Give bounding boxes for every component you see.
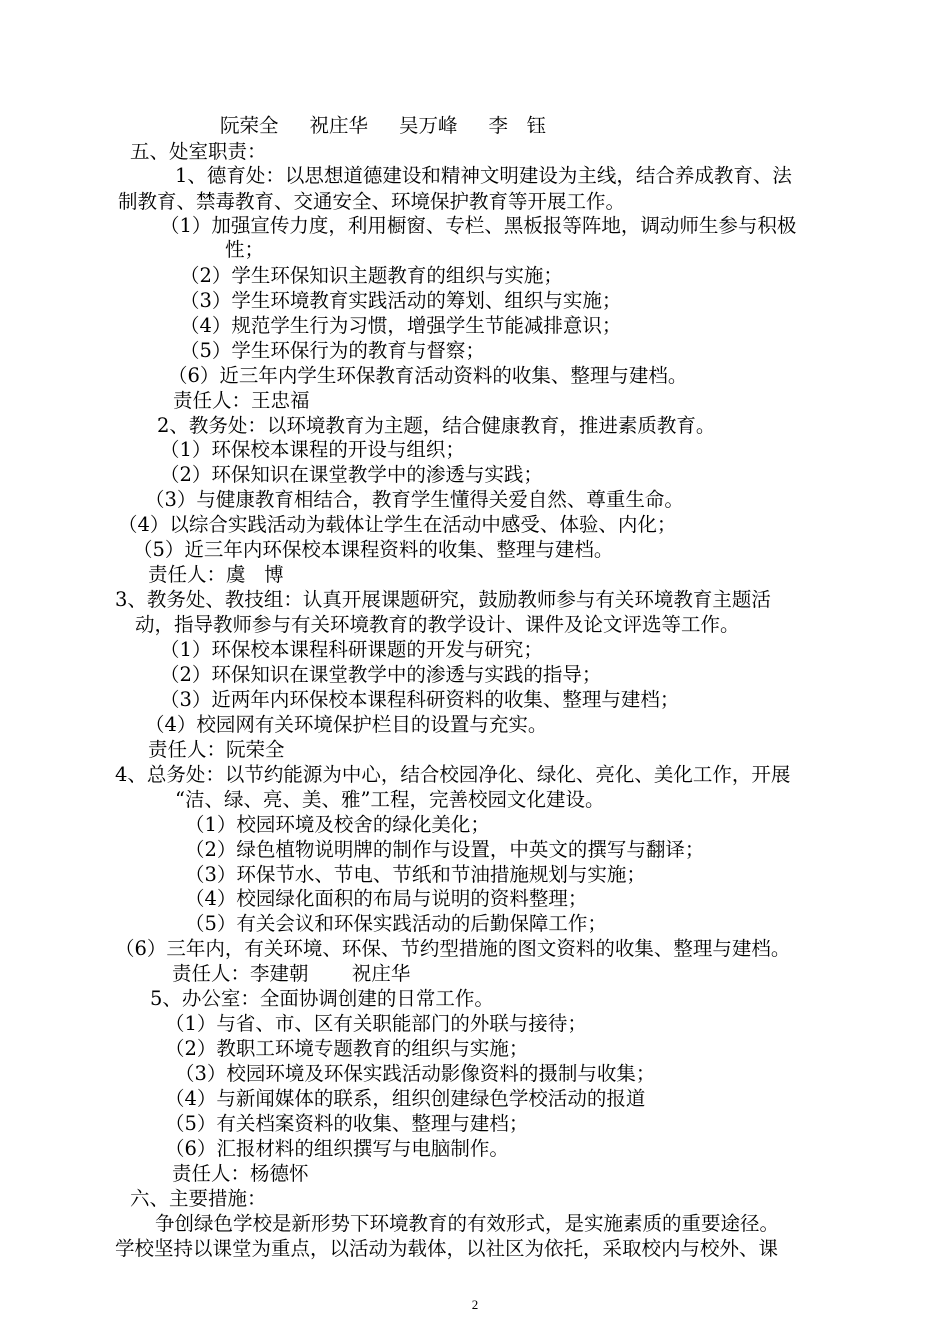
text-line: （4）规范学生行为习惯，增强学生节能减排意识；: [180, 314, 622, 337]
text-line: 性；: [225, 238, 265, 261]
section-heading: 五、处室职责：: [130, 140, 267, 163]
text-line: （2）学生环保知识主题教育的组织与实施；: [180, 264, 563, 287]
text-line: 责任人：杨德怀: [172, 1162, 309, 1185]
text-line: （2）教职工环境专题教育的组织与实施；: [165, 1037, 529, 1060]
text-line: “洁、绿、亮、美、雅”工程，完善校园文化建设。: [175, 788, 605, 811]
text-line: （3）环保节水、节电、节纸和节油措施规划与实施；: [185, 863, 646, 886]
text-line: （4）以综合实践活动为载体让学生在活动中感受、体验、内化；: [118, 513, 677, 536]
text-line: （2）环保知识在课堂教学中的渗透与实践的指导；: [160, 663, 602, 686]
text-line: 1、德育处：以思想道德建设和精神文明建设为主线，结合养成教育、法: [175, 164, 792, 187]
text-line: 责任人：李建朝 祝庄华: [172, 962, 411, 985]
text-line: （3）学生环境教育实践活动的筹划、组织与实施；: [180, 289, 622, 312]
text-line: （1）加强宣传力度，利用橱窗、专栏、黑板报等阵地，调动师生参与积极: [160, 214, 797, 237]
text-line: 责任人：阮荣全: [148, 738, 285, 761]
text-line: （5）有关会议和环保实践活动的后勤保障工作；: [185, 912, 607, 935]
text-line: （2）绿色植物说明牌的制作与设置，中英文的撰写与翻译；: [185, 838, 705, 861]
text-line: （6）近三年内学生环保教育活动资料的收集、整理与建档。: [168, 364, 688, 387]
text-line: （2）环保知识在课堂教学中的渗透与实践；: [160, 463, 543, 486]
text-line: （6）汇报材料的组织撰写与电脑制作。: [165, 1137, 509, 1160]
text-line: （3）与健康教育相结合，教育学生懂得关爱自然、尊重生命。: [145, 488, 684, 511]
text-line: （3）近两年内环保校本课程科研资料的收集、整理与建档；: [160, 688, 680, 711]
text-line: （1）环保校本课程科研课题的开发与研究；: [160, 638, 543, 661]
page-number: 2: [471, 1297, 479, 1312]
text-line: （1）校园环境及校舍的绿化美化；: [185, 813, 490, 836]
text-line: （4）校园绿化面积的布局与说明的资料整理；: [185, 887, 588, 910]
text-line: （1）环保校本课程的开设与组织；: [160, 438, 465, 461]
text-line: 3、教务处、教技组：认真开展课题研究，鼓励教师参与有关环境教育主题活: [115, 588, 771, 611]
text-line: 2、教务处：以环境教育为主题，结合健康教育，推进素质教育。: [157, 414, 716, 437]
text-line: （6）三年内，有关环境、环保、节约型措施的图文资料的收集、整理与建档。: [115, 937, 791, 960]
text-line: 4、总务处：以节约能源为中心，结合校园净化、绿化、亮化、美化工作，开展: [115, 763, 791, 786]
text-line: 责任人：王忠福: [173, 389, 310, 412]
text-line: 责任人：虞 博: [148, 563, 284, 586]
text-line: （1）与省、市、区有关职能部门的外联与接待；: [165, 1012, 587, 1035]
text-line: 学校坚持以课堂为重点，以活动为载体，以社区为依托，采取校内与校外、课: [115, 1237, 779, 1260]
text-line: 争创绿色学校是新形势下环境教育的有效形式，是实施素质的重要途径。: [155, 1212, 780, 1235]
section-heading: 六、主要措施：: [130, 1187, 267, 1210]
text-line: 阮荣全 祝庄华 吴万峰 李 钰: [220, 114, 547, 137]
text-line: （4）与新闻媒体的联系，组织创建绿色学校活动的报道: [165, 1087, 646, 1110]
text-line: （5）学生环保行为的教育与督察；: [180, 339, 485, 362]
text-line: 5、办公室：全面协调创建的日常工作。: [150, 987, 494, 1010]
text-line: （3）校园环境及环保实践活动影像资料的摄制与收集；: [175, 1062, 656, 1085]
text-line: 制教育、禁毒教育、交通安全、环境保护教育等开展工作。: [118, 190, 626, 213]
text-line: 动，指导教师参与有关环境教育的教学设计、课件及论文评选等工作。: [135, 613, 740, 636]
text-line: （5）近三年内环保校本课程资料的收集、整理与建档。: [133, 538, 614, 561]
text-line: （5）有关档案资料的收集、整理与建档；: [165, 1112, 529, 1135]
text-line: （4）校园网有关环境保护栏目的设置与充实。: [145, 713, 548, 736]
